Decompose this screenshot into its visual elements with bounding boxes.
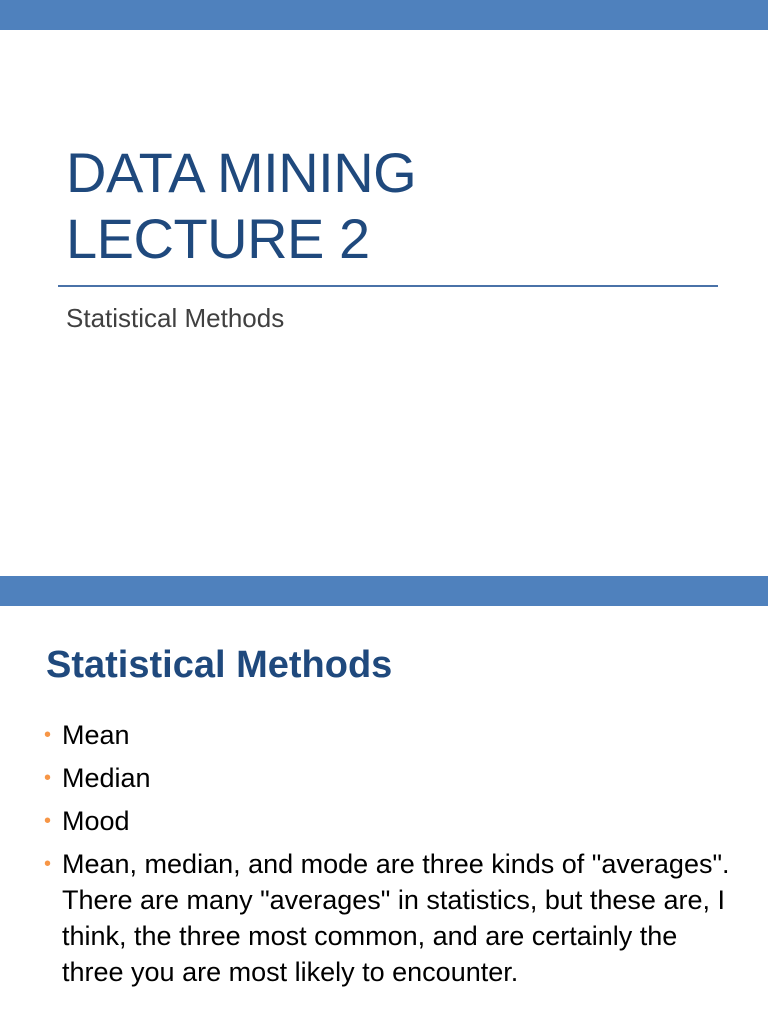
bullet-text: Mood xyxy=(62,806,130,836)
bullet-dot-icon: • xyxy=(44,767,52,789)
slide-title-line-1: DATA MINING xyxy=(66,141,417,204)
bullet-item xyxy=(44,803,744,839)
bullet-text: Mean xyxy=(62,720,130,750)
bullet-dot-icon: • xyxy=(44,810,52,832)
bullet-text: Median xyxy=(62,763,151,793)
bullet-item xyxy=(44,846,744,990)
slide-top-accent-bar xyxy=(0,576,768,606)
bullet-item xyxy=(44,760,744,796)
content-slide-heading: Statistical Methods xyxy=(46,644,393,686)
bullet-list xyxy=(44,717,744,997)
bullet-item xyxy=(44,717,744,753)
bullet-dot-icon: • xyxy=(44,853,52,875)
bullet-text: Mean, median, and mode are three kinds of "averages". There are many "averages" in statistics, but these are, I think, the three most common, and are certainly the three you are most likely to encounter. xyxy=(62,849,730,987)
slide-title xyxy=(66,140,726,272)
slide-title-line-2: LECTURE 2 xyxy=(66,207,370,270)
slide-subtitle: Statistical Methods xyxy=(66,303,285,333)
title-divider xyxy=(58,285,718,287)
bullet-dot-icon: • xyxy=(44,724,52,746)
slide-top-accent-bar xyxy=(0,0,768,30)
